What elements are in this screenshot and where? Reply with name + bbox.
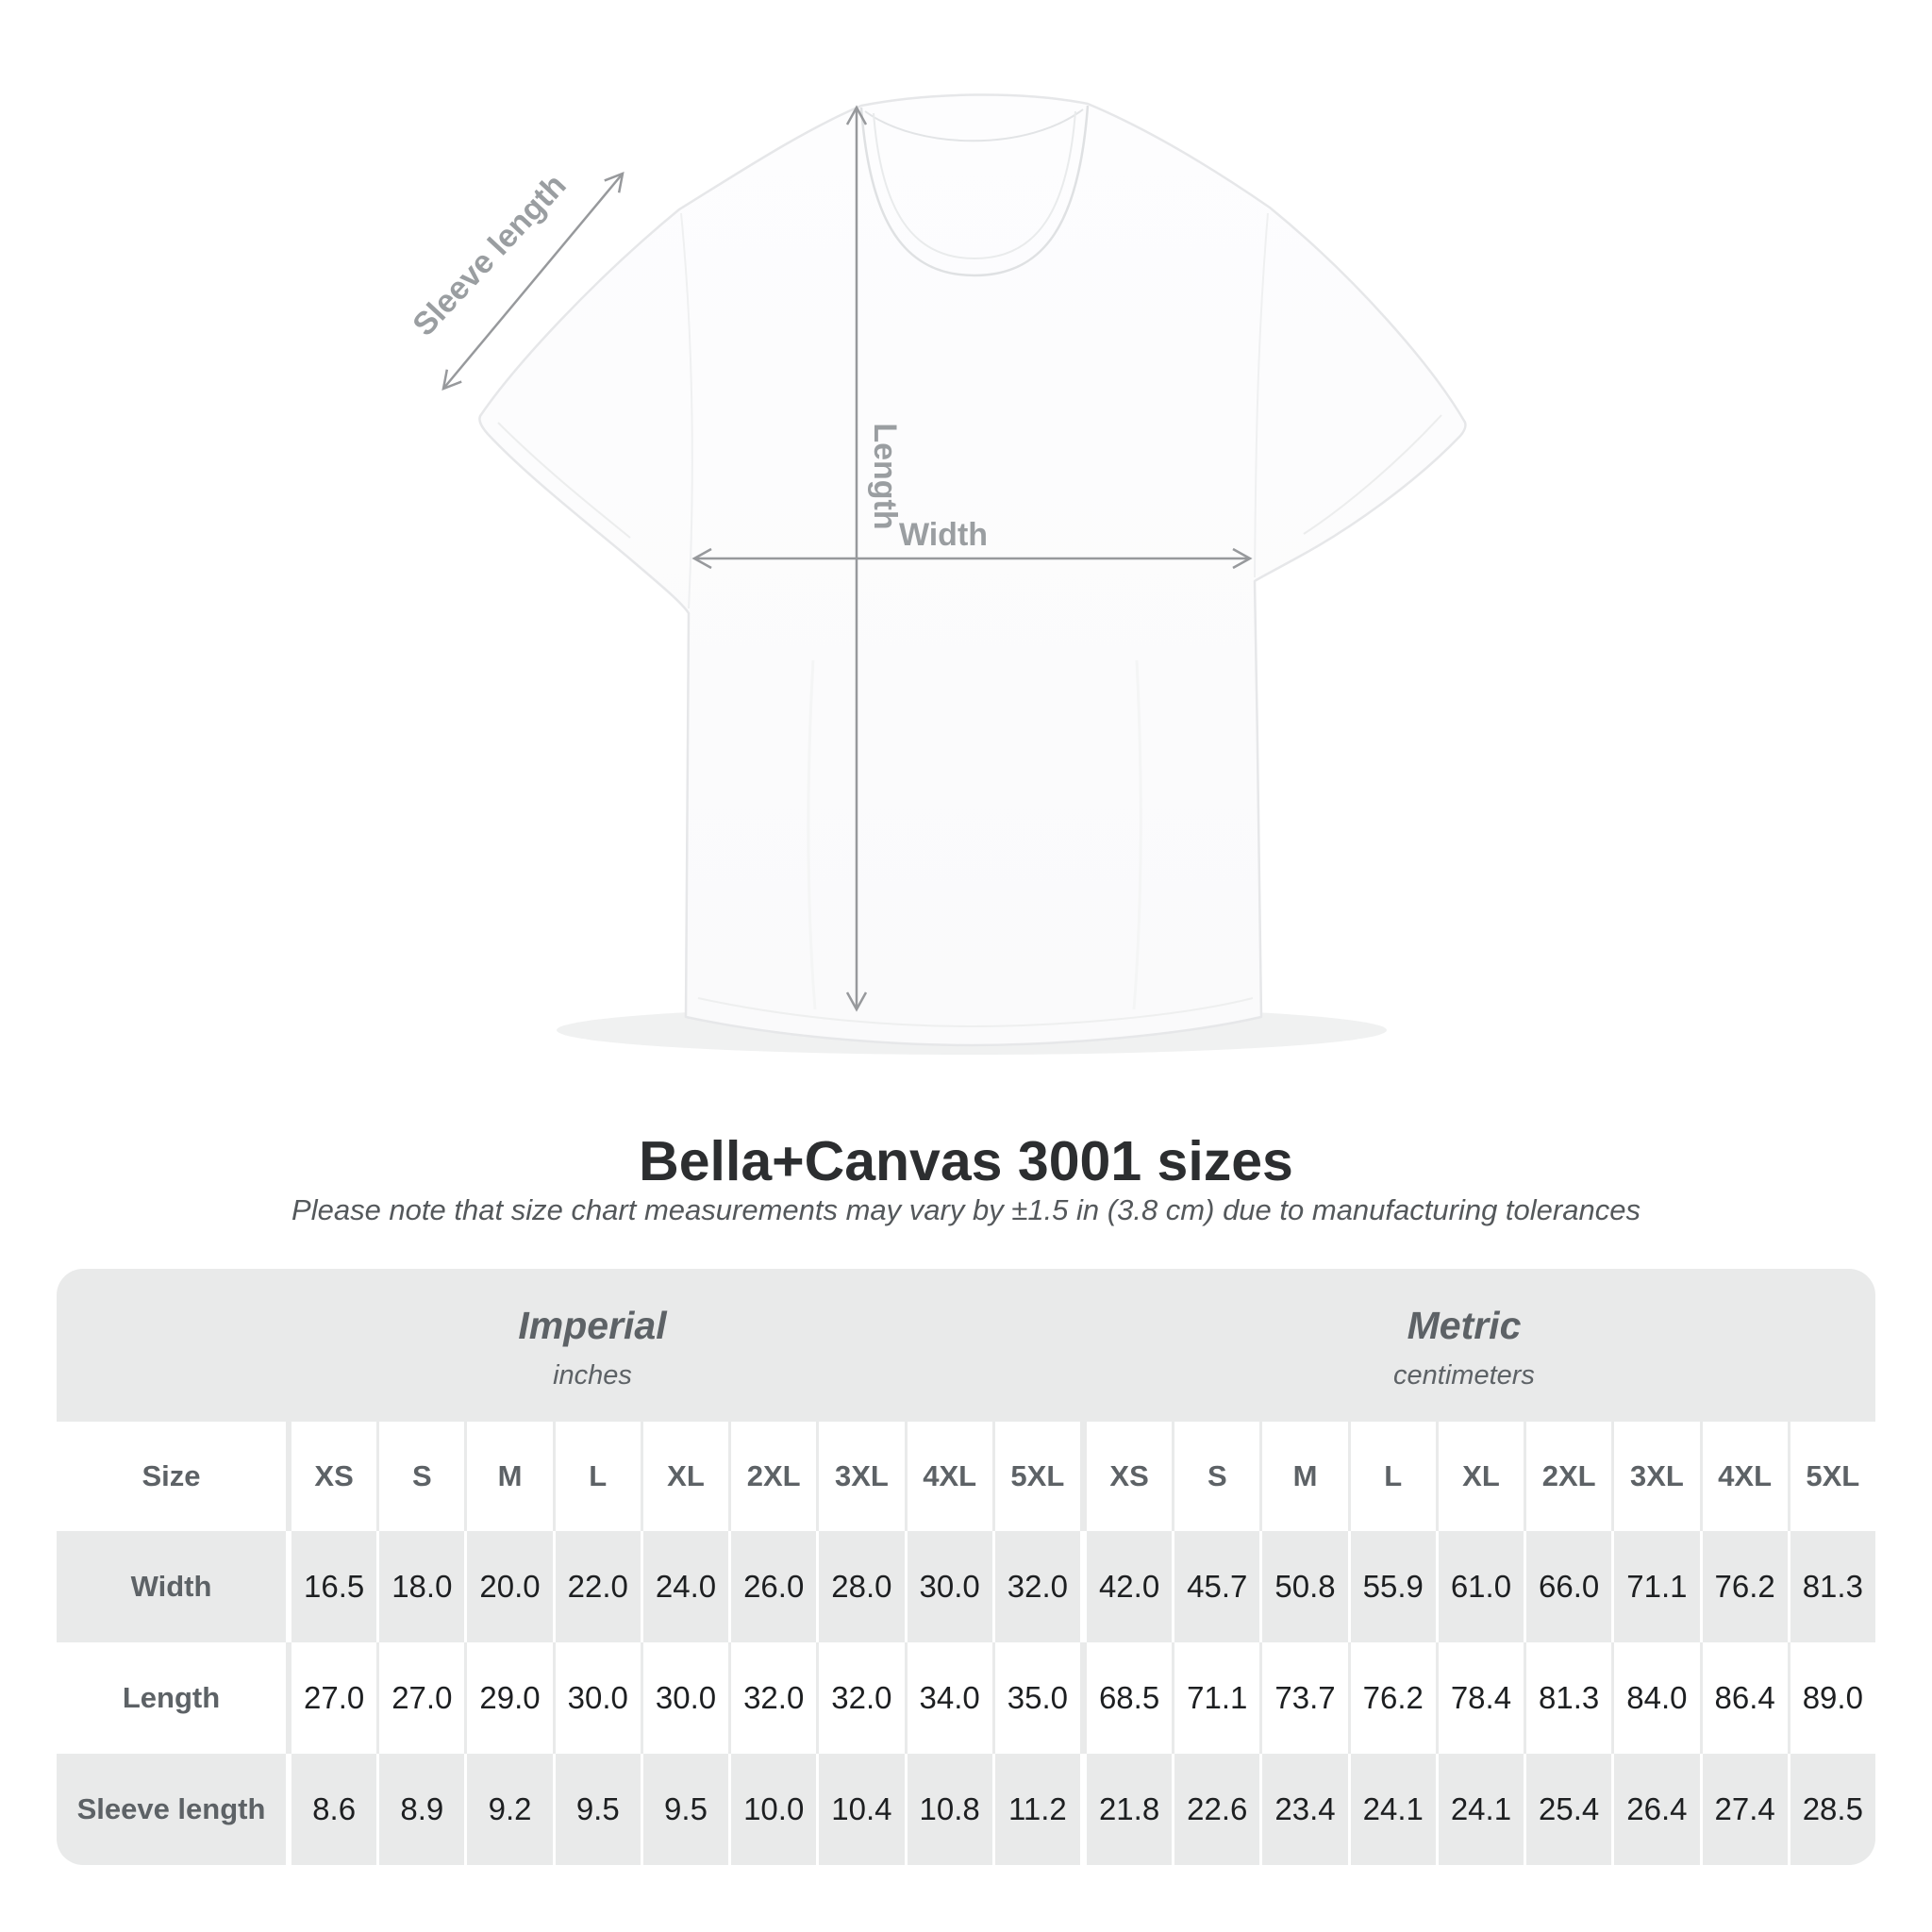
imperial-group-header	[57, 1269, 1079, 1422]
measurement-cell: 71.1	[1611, 1531, 1699, 1642]
measurement-cell: 30.0	[553, 1642, 641, 1754]
size-header: 4XL	[1700, 1422, 1788, 1531]
measurement-cell: 18.0	[376, 1531, 464, 1642]
measurement-cell: 23.4	[1259, 1754, 1347, 1865]
size-table	[57, 1269, 1875, 1865]
measurement-cell: 27.0	[291, 1642, 376, 1754]
size-header: L	[553, 1422, 641, 1531]
size-header: 3XL	[816, 1422, 904, 1531]
size-header: 5XL	[992, 1422, 1080, 1531]
measurement-cell: 28.0	[816, 1531, 904, 1642]
length-label: Length	[867, 423, 904, 530]
size-header: XS	[1087, 1422, 1172, 1531]
unit-divider	[1080, 1642, 1087, 1754]
unit-divider	[1080, 1531, 1087, 1642]
measurement-cell: 11.2	[992, 1754, 1080, 1865]
measurement-cell: 27.4	[1700, 1754, 1788, 1865]
measurement-cell: 42.0	[1098, 1569, 1160, 1604]
measurement-cell: 8.9	[376, 1754, 464, 1865]
size-header: XL	[641, 1422, 728, 1531]
size-header: L	[1348, 1422, 1436, 1531]
size-header: 3XL	[1611, 1422, 1699, 1531]
measurement-cell: 10.8	[905, 1754, 992, 1865]
measurement-cell: 22.0	[553, 1531, 641, 1642]
measurement-cell: 24.1	[1348, 1754, 1436, 1865]
size-header: S	[376, 1422, 464, 1531]
imperial-sublabel: inches	[553, 1359, 632, 1391]
measurement-cell: 28.5	[1788, 1754, 1875, 1865]
measurement-cell: 26.4	[1611, 1754, 1699, 1865]
measurement-cell: 84.0	[1611, 1642, 1699, 1754]
measurement-cell: 21.8	[1098, 1791, 1160, 1826]
size-header: S	[1172, 1422, 1259, 1531]
measurement-cell: 66.0	[1524, 1531, 1611, 1642]
metric-group-header	[1079, 1269, 1875, 1422]
measurement-cell: 8.6	[312, 1791, 357, 1826]
size-header: XS	[291, 1422, 376, 1531]
size-header: M	[1259, 1422, 1347, 1531]
size-column-header: Size	[57, 1422, 286, 1531]
measurement-cell: 86.4	[1700, 1642, 1788, 1754]
measurement-cell: 9.5	[553, 1754, 641, 1865]
table-header-row	[57, 1422, 1875, 1531]
measurement-cell: 30.0	[641, 1642, 728, 1754]
sleeve-length-label: Sleeve length	[406, 167, 574, 343]
width-label: Width	[898, 517, 989, 553]
measurement-cell: 76.2	[1348, 1642, 1436, 1754]
size-header: 2XL	[728, 1422, 816, 1531]
unit-divider	[1080, 1754, 1087, 1865]
measurement-cell: 71.1	[1172, 1642, 1259, 1754]
measurement-cell: 22.6	[1172, 1754, 1259, 1865]
measurement-cell: 32.0	[728, 1642, 816, 1754]
measurement-cell: 32.0	[992, 1531, 1080, 1642]
measurement-cell: 45.7	[1172, 1531, 1259, 1642]
shirt-body	[479, 94, 1465, 1045]
measurement-cell: 78.4	[1436, 1642, 1524, 1754]
unit-group-header-row	[57, 1269, 1875, 1422]
measurement-cell: 61.0	[1436, 1531, 1524, 1642]
size-header: 5XL	[1788, 1422, 1875, 1531]
measurement-cell: 25.4	[1524, 1754, 1611, 1865]
measurement-cell: 81.3	[1788, 1531, 1875, 1642]
measurement-cell: 9.2	[464, 1754, 552, 1865]
size-header: M	[464, 1422, 552, 1531]
page-subtitle: Please note that size chart measurements may vary by ±1.5 in (3.8 cm) due to manufacturing tolerances	[291, 1193, 1641, 1226]
measurement-cell: 50.8	[1259, 1531, 1347, 1642]
row-label: Sleeve length	[76, 1792, 266, 1825]
table-row-width	[57, 1531, 1875, 1642]
size-header: 4XL	[905, 1422, 992, 1531]
metric-label: Metric	[1407, 1303, 1522, 1347]
measurement-cell: 81.3	[1524, 1642, 1611, 1754]
size-header: 2XL	[1524, 1422, 1611, 1531]
measurement-cell: 73.7	[1259, 1642, 1347, 1754]
t-shirt-image	[479, 94, 1465, 1055]
table-row-sleeve-length	[57, 1754, 1875, 1865]
measurement-cell: 34.0	[905, 1642, 992, 1754]
unit-divider	[1080, 1422, 1087, 1531]
size-header: XL	[1436, 1422, 1524, 1531]
measurement-cell: 30.0	[905, 1531, 992, 1642]
measurement-cell: 27.0	[376, 1642, 464, 1754]
measurement-cell: 89.0	[1788, 1642, 1875, 1754]
measurement-cell: 55.9	[1348, 1531, 1436, 1642]
measurement-cell: 10.4	[816, 1754, 904, 1865]
measurement-cell: 68.5	[1087, 1642, 1172, 1754]
measurement-cell: 32.0	[816, 1642, 904, 1754]
measurement-cell: 16.5	[303, 1569, 365, 1604]
measurement-cell: 26.0	[728, 1531, 816, 1642]
metric-sublabel: centimeters	[1393, 1359, 1535, 1391]
measurement-cell: 35.0	[992, 1642, 1080, 1754]
measurement-cell: 20.0	[464, 1531, 552, 1642]
page-title: Bella+Canvas 3001 sizes	[639, 1130, 1293, 1192]
row-label: Length	[57, 1642, 286, 1754]
measurement-cell: 29.0	[464, 1642, 552, 1754]
measurement-cell: 24.1	[1436, 1754, 1524, 1865]
imperial-label: Imperial	[518, 1303, 667, 1347]
measurement-cell: 24.0	[641, 1531, 728, 1642]
measurement-cell: 76.2	[1700, 1531, 1788, 1642]
measurement-cell: 9.5	[641, 1754, 728, 1865]
table-row-length	[57, 1642, 1875, 1754]
measurement-cell: 10.0	[728, 1754, 816, 1865]
row-label: Width	[130, 1570, 212, 1603]
